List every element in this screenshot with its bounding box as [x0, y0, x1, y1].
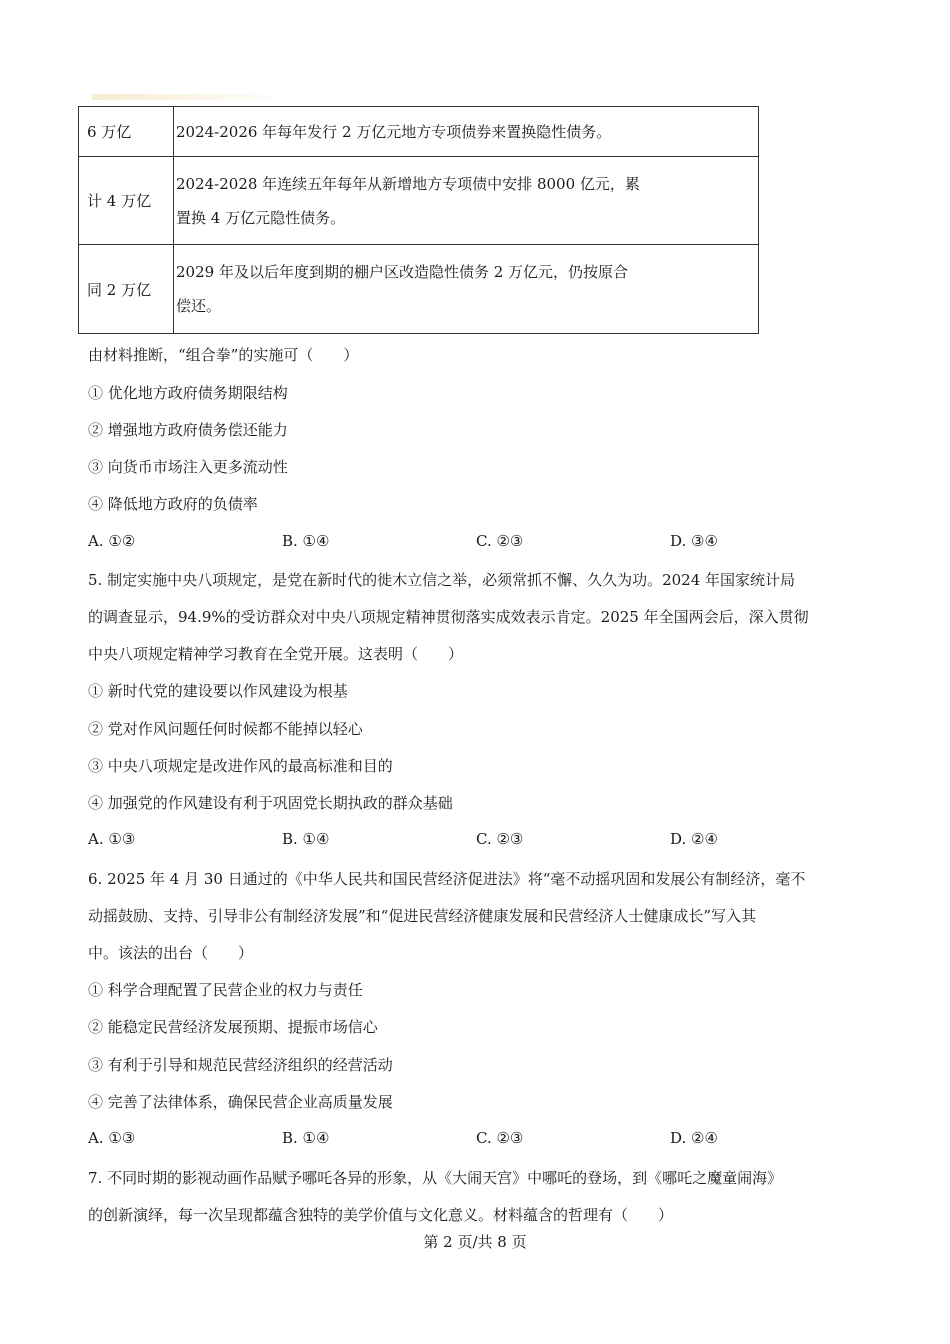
option-d[interactable]: D. ③④	[670, 532, 718, 550]
q6-item-1: ① 科学合理配置了民营企业的权力与责任	[88, 981, 363, 999]
option-c[interactable]: C. ②③	[476, 1129, 524, 1147]
q6-item-3: ③ 有利于引导和规范民营经济组织的经营活动	[88, 1056, 393, 1074]
q5-stem-line: 的调查显示，94.9%的受访群众对中央八项规定精神贯彻落实成效表示肯定。2025 年全国两会后，深入贯彻	[88, 608, 809, 626]
option-a[interactable]: A. ①③	[88, 1129, 136, 1147]
option-a[interactable]: A. ①③	[88, 830, 136, 848]
q4-item-4: ④ 降低地方政府的负债率	[88, 495, 258, 513]
option-b[interactable]: B. ①④	[282, 532, 330, 550]
page-footer: 第 2 页/共 8 页	[423, 1233, 527, 1251]
option-a[interactable]: A. ①②	[88, 532, 136, 550]
table-text-line: 2024-2028 年连续五年每年从新增地方专项债中安排 8000 亿元，累	[176, 175, 640, 193]
option-b[interactable]: B. ①④	[282, 1129, 330, 1147]
q5-stem-line: 中央八项规定精神学习教育在全党开展。这表明（ ）	[88, 645, 464, 663]
table-cell-label: 6 万亿	[79, 107, 174, 156]
q6-item-4: ④ 完善了法律体系，确保民营企业高质量发展	[88, 1093, 393, 1111]
q7-stem-line: 7. 不同时期的影视动画作品赋予哪吒各异的形象，从《大闹天宫》中哪吒的登场，到《哪吒之魔童闹海》	[88, 1169, 783, 1187]
option-d[interactable]: D. ②④	[670, 1129, 718, 1147]
table-row	[79, 245, 758, 333]
option-c[interactable]: C. ②③	[476, 830, 524, 848]
table-cell-text	[174, 245, 758, 333]
q4-item-2: ② 增强地方政府债务偿还能力	[88, 421, 288, 439]
table-cell-label: 计 4 万亿	[79, 157, 174, 244]
table-text-line: 2024-2026 年每年发行 2 万亿元地方专项债券来置换隐性债务。	[176, 123, 612, 141]
table-cell-text	[174, 157, 758, 244]
table-cell-text	[174, 107, 758, 156]
q6-stem-line: 动摇鼓励、支持、引导非公有制经济发展”和“促进民营经济健康发展和民营经济人士健康成长”写入其	[88, 907, 757, 925]
q5-item-1: ① 新时代党的建设要以作风建设为根基	[88, 682, 348, 700]
q5-item-2: ② 党对作风问题任何时候都不能掉以轻心	[88, 720, 363, 738]
q5-item-4: ④ 加强党的作风建设有利于巩固党长期执政的群众基础	[88, 794, 453, 812]
q6-stem-line: 6. 2025 年 4 月 30 日通过的《中华人民共和国民营经济促进法》将“毫不动摇巩固和发展公有制经济，毫不	[88, 870, 806, 888]
table-row	[79, 107, 758, 157]
option-d[interactable]: D. ②④	[670, 830, 718, 848]
table-text-line: 置换 4 万亿元隐性债务。	[176, 209, 346, 227]
q4-item-1: ① 优化地方政府债务期限结构	[88, 384, 288, 402]
table-cell-label: 同 2 万亿	[79, 245, 174, 333]
q4-item-3: ③ 向货币市场注入更多流动性	[88, 458, 288, 476]
table-row	[79, 157, 758, 245]
option-c[interactable]: C. ②③	[476, 532, 524, 550]
table-text-line: 偿还。	[176, 297, 222, 315]
scan-smudge	[92, 94, 292, 100]
q5-stem-line: 5. 制定实施中央八项规定，是党在新时代的徙木立信之举，必须常抓不懈、久久为功。2024 年国家统计局	[88, 571, 796, 589]
debt-table	[78, 106, 759, 334]
q7-stem-line: 的创新演绎，每一次呈现都蕴含独特的美学价值与文化意义。材料蕴含的哲理有（ ）	[88, 1206, 674, 1224]
q5-item-3: ③ 中央八项规定是改进作风的最高标准和目的	[88, 757, 393, 775]
q6-item-2: ② 能稳定民营经济发展预期、提振市场信心	[88, 1018, 378, 1036]
option-b[interactable]: B. ①④	[282, 830, 330, 848]
table-text-line: 2029 年及以后年度到期的棚户区改造隐性债务 2 万亿元，仍按原合	[176, 263, 629, 281]
q4-stem: 由材料推断，“组合拳”的实施可（ ）	[88, 346, 359, 364]
q6-stem-line: 中。该法的出台（ ）	[88, 944, 254, 962]
